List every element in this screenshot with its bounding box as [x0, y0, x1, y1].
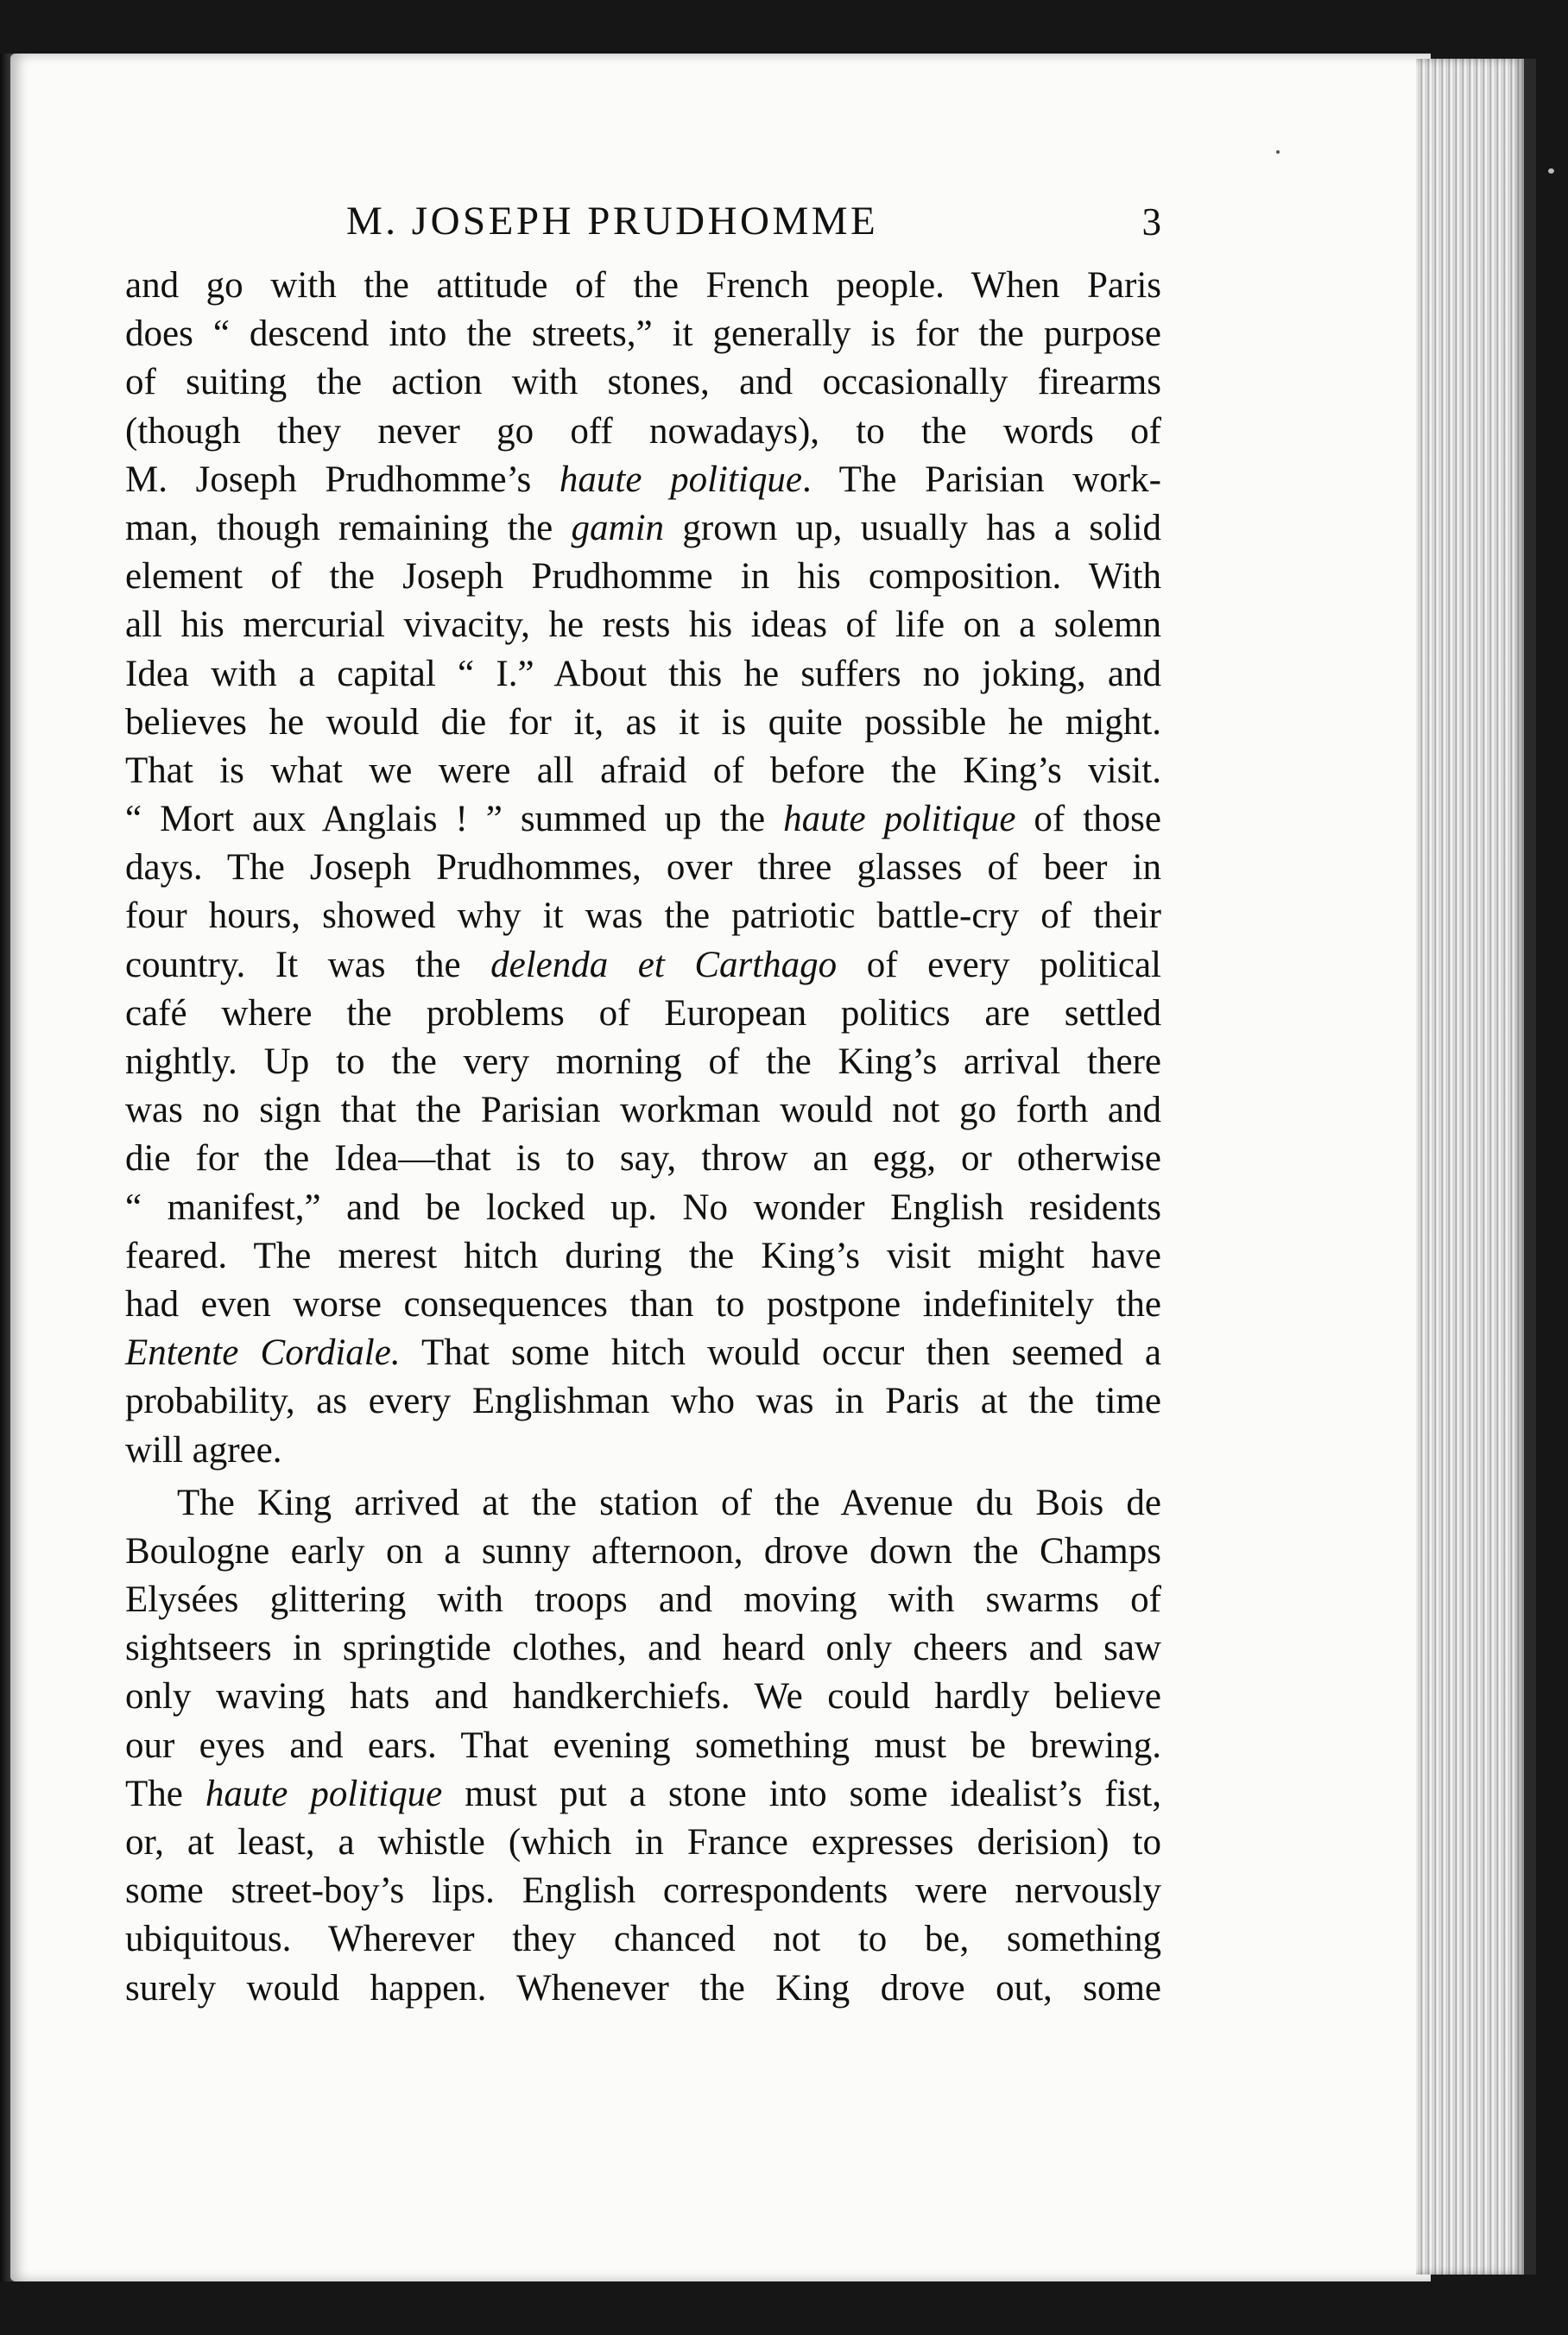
text-line: our eyes and ears. That evening something must be brewing. [125, 1724, 1161, 1766]
text-line: Elysées glittering with troops and moving with swarms of [125, 1579, 1161, 1621]
italic-phrase: haute politique [783, 799, 1016, 840]
text-line: of suiting the action with stones, and occasionally firearms [125, 362, 1161, 403]
dust-speck [1276, 150, 1280, 154]
text-line: “ Mort aux Anglais ! ” summed up the haute politique of those [125, 799, 1162, 840]
text-line: believes he would die for it, as it is quite possible he might. [125, 701, 1161, 743]
text-line: The haute politique must put a stone into some idealist’s fist, [125, 1773, 1161, 1814]
paragraph [125, 1479, 1161, 2013]
text-line: element of the Joseph Prudhomme in his composition. With [125, 556, 1161, 598]
text-line: was no sign that the Parisian workman would not go forth and [125, 1090, 1161, 1131]
text-line: only waving hats and handkerchiefs. We could hardly believe [125, 1676, 1161, 1718]
page-number: 3 [1141, 200, 1161, 244]
text-line: die for the Idea—that is to say, throw an egg, or otherwise [125, 1138, 1161, 1180]
text-line: The King arrived at the station of the Avenue du Bois de [177, 1482, 1161, 1523]
italic-phrase: gamin [571, 507, 665, 548]
text-line: probability, as every Englishman who was in Paris at the time [125, 1381, 1161, 1422]
running-head: M. JOSEPH PRUDHOMME [346, 199, 879, 244]
italic-phrase: Entente Cordiale. [125, 1332, 401, 1374]
body-text [125, 262, 1161, 2013]
text-line: feared. The merest hitch during the King’s visit might have [125, 1235, 1161, 1276]
text-line: had even worse consequences than to postpone indefinitely the [125, 1283, 1161, 1325]
italic-phrase: delenda et Carthago [490, 944, 838, 985]
text-line: does “ descend into the streets,” it generally is for the purpose [125, 313, 1161, 355]
dust-speck [1548, 168, 1554, 174]
text-line: Entente Cordiale. That some hitch would occur then seemed a [125, 1332, 1161, 1374]
page-edges-shadow [1524, 59, 1536, 2275]
text-line: Boulogne early on a sunny afternoon, drove down the Champs [125, 1530, 1161, 1572]
text-line: M. Joseph Prudhomme’s haute politique. The Parisian work- [125, 459, 1161, 500]
paragraph [125, 262, 1161, 1475]
text-line: some street-boy’s lips. English correspondents were nervously [125, 1870, 1161, 1912]
text-line: country. It was the delenda et Carthago of every political [125, 944, 1161, 985]
text-line: That is what we were all afraid of before the King’s visit. [125, 750, 1161, 791]
text-line: will agree. [125, 1429, 282, 1471]
text-line: Idea with a capital “ I.” About this he suffers no joking, and [125, 653, 1161, 694]
text-line: sightseers in springtide clothes, and heard only cheers and saw [125, 1628, 1161, 1669]
page-edges [1416, 59, 1524, 2275]
text-line: four hours, showed why it was the patriotic battle-cry of their [125, 895, 1161, 937]
text-line: days. The Joseph Prudhommes, over three glasses of beer in [125, 847, 1161, 889]
text-line: and go with the attitude of the French people. When Paris [125, 265, 1161, 306]
text-line: nightly. Up to the very morning of the King’s arrival there [125, 1041, 1161, 1082]
text-line: “ manifest,” and be locked up. No wonder English residents [125, 1186, 1161, 1228]
italic-phrase: haute politique [205, 1773, 443, 1814]
text-line: man, though remaining the gamin grown up, usually has a solid [125, 507, 1162, 548]
text-line: (though they never go off nowadays), to the words of [125, 410, 1161, 452]
italic-phrase: haute politique [559, 459, 802, 500]
page-header [125, 194, 1161, 255]
text-line: ubiquitous. Wherever they chanced not to be, something [125, 1919, 1161, 1960]
text-line: café where the problems of European politics are settled [125, 992, 1161, 1034]
text-line: all his mercurial vivacity, he rests his ideas of life on a solemn [125, 604, 1161, 646]
text-line: surely would happen. Whenever the King drove out, some [125, 1967, 1161, 2009]
text-line: or, at least, a whistle (which in France expresses derision) to [125, 1822, 1161, 1863]
